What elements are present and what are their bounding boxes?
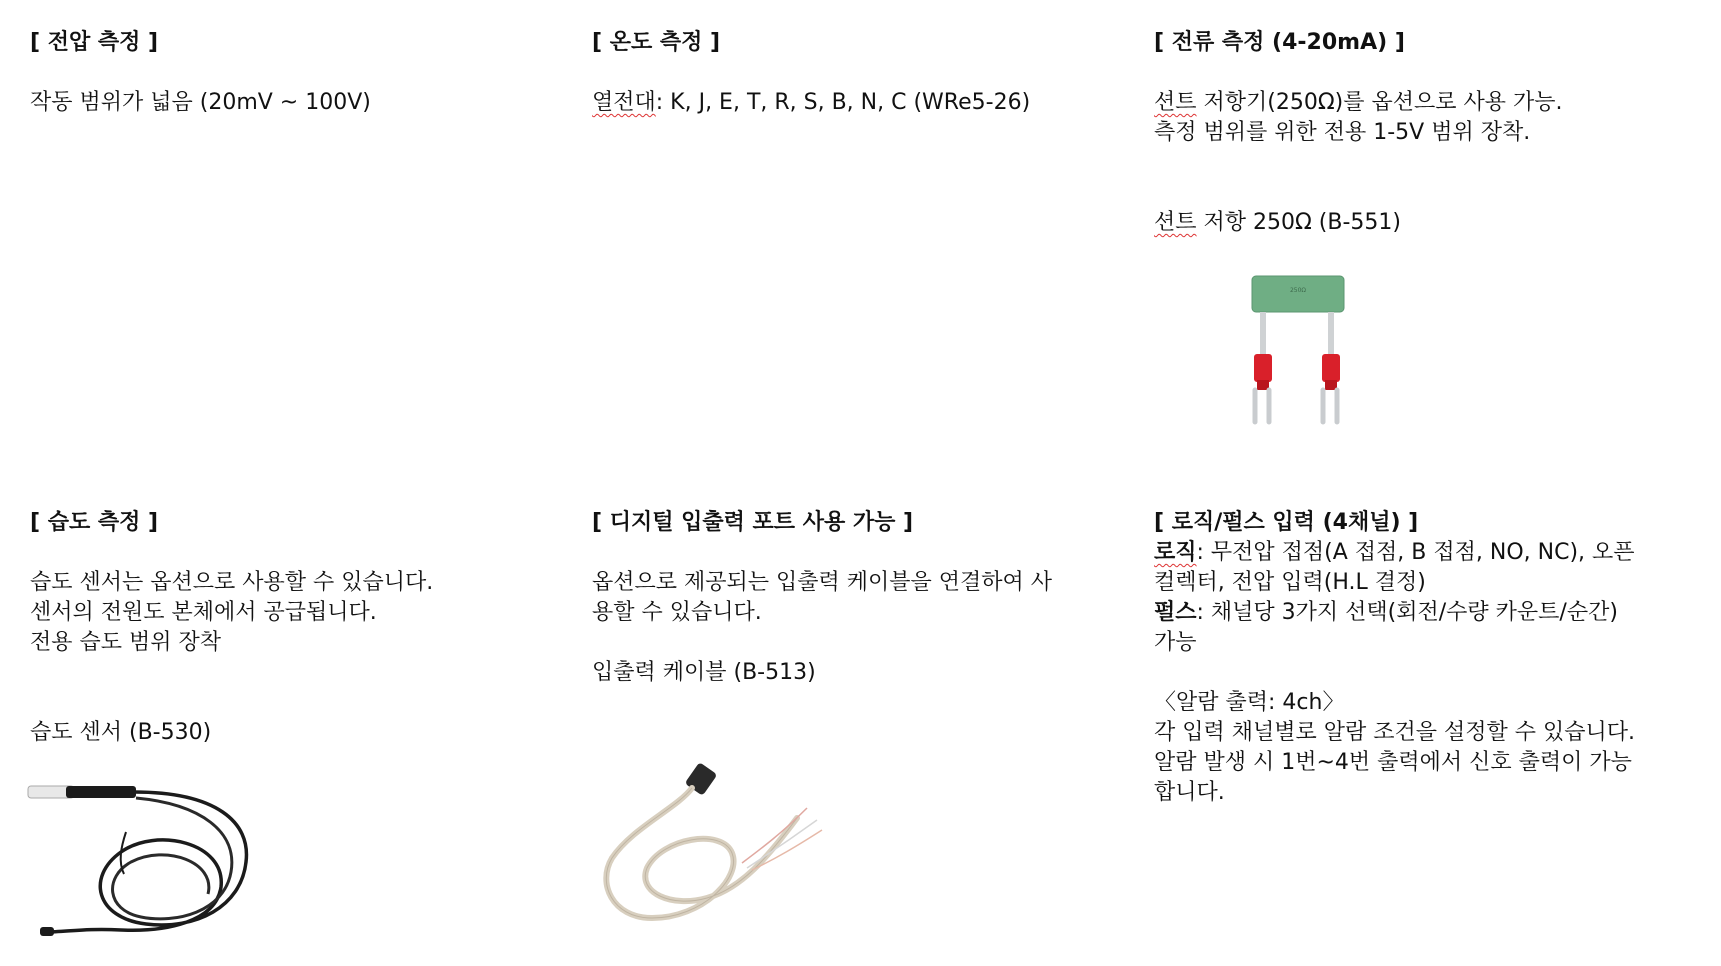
shunt-product-label: 션트: [1154, 210, 1197, 235]
humidity-line-1: 습도 센서는 옵션으로 사용할 수 있습니다.: [30, 570, 434, 595]
pulse-label: 펄스: [1154, 600, 1197, 625]
shunt-label: 션트: [1154, 90, 1197, 115]
logic-label: 로직: [1154, 540, 1197, 565]
digital-io-line-2: 용할 수 있습니다.: [592, 600, 762, 625]
voltage-range-text: 작동 범위가 넓음 (20mV ~ 100V): [30, 90, 371, 115]
io-cable-image: [592, 758, 832, 928]
logic-text-1: : 무전압 접점(A 접점, B 접점, NO, NC), 오픈: [1196, 540, 1635, 565]
io-cable-product-name: 입출력 케이블 (B-513): [592, 660, 816, 685]
pulse-text-1: : 채널당 3가지 선택(회전/수량 카운트/순간): [1196, 600, 1618, 625]
current-section: [1154, 28, 1714, 238]
digital-io-line-1: 옵션으로 제공되는 입출력 케이블을 연결하여 사: [592, 570, 1053, 595]
logic-line-1: [1154, 538, 1714, 568]
resistor-marking: 250Ω: [1289, 287, 1307, 294]
alarm-line-1: 각 입력 채널별로 알람 조건을 설정할 수 있습니다.: [1154, 720, 1635, 745]
alarm-line-3: 합니다.: [1154, 780, 1225, 805]
shunt-product-rest: 저항 250Ω (B-551): [1196, 210, 1401, 235]
pulse-line-1: [1154, 598, 1714, 628]
current-title: [ 전류 측정 (4-20mA) ]: [1154, 30, 1405, 55]
shunt-product-name: [1154, 208, 1714, 238]
alarm-line-2: 알람 발생 시 1번~4번 출력에서 신호 출력이 가능: [1154, 750, 1632, 775]
humidity-section: [30, 508, 570, 748]
current-line-1-rest: 저항기(250Ω)를 옵션으로 사용 가능.: [1196, 90, 1563, 115]
thermocouple-label: 열전대: [592, 90, 656, 115]
pulse-line-2: 가능: [1154, 630, 1197, 655]
humidity-line-3: 전용 습도 범위 장착: [30, 630, 221, 655]
digital-io-title: [ 디지털 입출력 포트 사용 가능 ]: [592, 510, 914, 535]
voltage-section: [30, 28, 550, 118]
voltage-title: [ 전압 측정 ]: [30, 30, 159, 55]
alarm-title: 〈알람 출력: 4ch〉: [1154, 690, 1345, 715]
thermocouple-text: [592, 88, 1132, 118]
digital-io-section: [592, 508, 1152, 688]
logic-pulse-section: [1154, 508, 1714, 808]
humidity-product-name: 습도 센서 (B-530): [30, 720, 212, 745]
humidity-line-2: 센서의 전원도 본체에서 공급됩니다.: [30, 600, 377, 625]
temperature-section: [592, 28, 1132, 118]
shunt-resistor-image: [1230, 272, 1360, 432]
logic-pulse-title: [ 로직/펄스 입력 (4채널) ]: [1154, 510, 1419, 535]
current-line-1: [1154, 88, 1714, 118]
humidity-title: [ 습도 측정 ]: [30, 510, 159, 535]
thermocouple-types: : K, J, E, T, R, S, B, N, C (WRe5-26): [655, 90, 1031, 115]
humidity-sensor-image: [26, 782, 256, 942]
logic-line-2: 컬렉터, 전압 입력(H.L 결정): [1154, 570, 1426, 595]
current-line-2: 측정 범위를 위한 전용 1-5V 범위 장착.: [1154, 120, 1531, 145]
temperature-title: [ 온도 측정 ]: [592, 30, 721, 55]
